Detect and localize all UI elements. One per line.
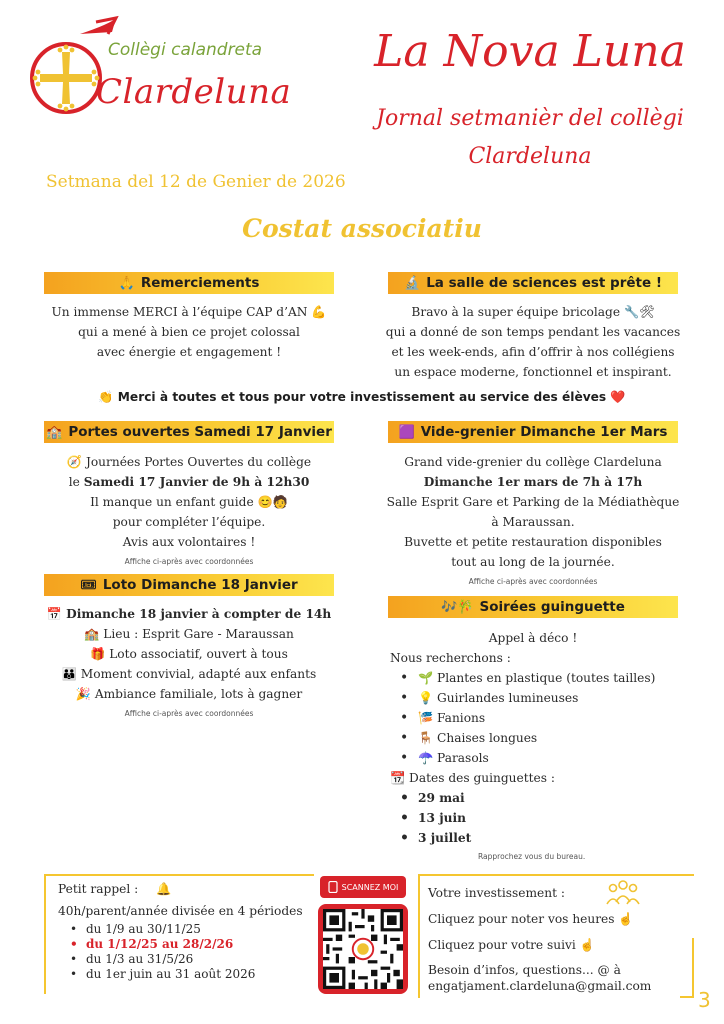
microscope-icon: 🔬 <box>404 275 421 291</box>
suivi-link[interactable]: Cliquez pour votre suivi <box>428 938 576 952</box>
rappel-text: 40h/parent/année divisée en 4 périodes <box>58 904 303 918</box>
sciences-body <box>372 302 694 382</box>
bell-icon: 🔔 <box>156 882 172 896</box>
investissement-label: Votre investissement : <box>428 886 565 900</box>
vide-grenier-banner <box>388 421 678 443</box>
scan-me-badge <box>320 876 406 898</box>
sciences-line: et les week-ends, afin d’offrir à nos collégiens <box>391 345 675 359</box>
guinguette-body <box>390 648 690 848</box>
vide-grenier-title: Vide-grenier Dimanche 1er Mars <box>420 424 668 440</box>
page-number: 3 <box>698 988 711 1012</box>
remerciements-line: Un immense MERCI à l’équipe CAP d’AN 💪 <box>51 305 327 319</box>
list-item: • du 1/3 au 31/5/26 <box>58 952 318 967</box>
people-group-icon <box>605 878 641 908</box>
investissement-header <box>428 878 690 908</box>
remerciements-body <box>30 302 348 362</box>
qr-code-icon <box>323 909 403 989</box>
loto-line: 🎉 Ambiance familiale, lots à gagner <box>75 687 303 701</box>
purple-square-icon: 🟪 <box>398 424 415 440</box>
portes-line: Il manque un enfant guide 😊🧑 <box>90 495 288 509</box>
rappel-section <box>58 880 318 982</box>
portes-ouvertes-title: Portes ouvertes Samedi 17 Janvier <box>68 424 332 440</box>
rappel-periods-list <box>58 922 318 982</box>
guinguette-banner <box>388 596 678 618</box>
list-item: • 🪑 Chaises longues <box>390 728 690 748</box>
vide-grenier-date: Dimanche 1er mars de 7h à 17h <box>423 475 643 489</box>
guinguette-dates-label: 📆 Dates des guinguettes : <box>390 771 555 785</box>
vide-grenier-line: Buvette et petite restauration disponibles <box>404 535 662 549</box>
portes-line-prefix: le <box>68 475 84 489</box>
loto-line: 📅 Dimanche 18 janvier à compter de 14h <box>46 607 332 621</box>
logo-name: Clardeluna <box>96 72 292 112</box>
newspaper-title: La Nova Luna <box>374 26 686 77</box>
loto-line: 🎁 Loto associatif, ouvert à tous <box>90 647 288 661</box>
suivi-row[interactable] <box>428 936 690 954</box>
loto-title: Loto Dimanche 18 Janvier <box>102 577 298 593</box>
praying-hands-icon: 🙏 <box>118 275 135 291</box>
section-title: Costat associatiu <box>242 214 482 243</box>
logo-subtitle: Collègi calandreta <box>108 40 263 60</box>
portes-ouvertes-body <box>30 452 348 572</box>
list-item: • 13 juin <box>390 808 690 828</box>
week-date: Setmana del 12 de Genier de 2026 <box>46 172 346 192</box>
loto-line: 👪 Moment convivial, adapté aux enfants <box>61 667 317 681</box>
portes-line <box>30 472 348 492</box>
portes-line: pour compléter l’équipe. <box>112 515 266 529</box>
guinguette-note: Rapprochez vous du bureau. <box>478 852 586 861</box>
guinguette-appel: Appel à déco ! <box>488 631 578 645</box>
pointer-click-icon: ☝ <box>579 938 595 952</box>
subtitle-line-1: Jornal setmanièr del collègi <box>376 106 684 131</box>
remerciements-banner <box>44 272 334 294</box>
portes-line: Avis aux volontaires ! <box>122 535 256 549</box>
remerciements-line: avec énergie et engagement ! <box>96 345 282 359</box>
vide-grenier-note: Affiche ci-après avec coordonnées <box>468 577 598 586</box>
guinguette-recherche: Nous recherchons : <box>390 651 511 665</box>
loto-note: Affiche ci-après avec coordonnées <box>124 709 254 718</box>
portes-note: Affiche ci-après avec coordonnées <box>124 557 254 566</box>
contact-line: Besoin d’infos, questions... @ à <box>428 963 621 977</box>
guinguette-title: Soirées guinguette <box>479 599 625 615</box>
rappel-label: Petit rappel : <box>58 882 139 896</box>
loto-banner <box>44 574 334 596</box>
portes-line: 🧭 Journées Portes Ouvertes du collège <box>66 455 312 469</box>
sciences-banner <box>388 272 678 294</box>
qr-code[interactable] <box>318 904 408 994</box>
portes-ouvertes-banner <box>44 421 334 443</box>
subtitle-line-2: Clardeluna <box>468 144 592 169</box>
sciences-line: un espace moderne, fonctionnel et inspirant. <box>394 365 672 379</box>
list-item: • du 1/12/25 au 28/2/26 <box>58 937 318 952</box>
contact-info <box>428 962 690 994</box>
noter-heures-row[interactable] <box>428 910 690 928</box>
vide-grenier-line: à Maraussan. <box>491 515 575 529</box>
loto-line: 🏫 Lieu : Esprit Gare - Maraussan <box>84 627 294 641</box>
contact-email[interactable]: engatjament.clardeluna@gmail.com <box>428 979 652 993</box>
remerciements-title: Remerciements <box>140 275 260 291</box>
list-item: • 💡 Guirlandes lumineuses <box>390 688 690 708</box>
music-notes-icon: 🎶🎋 <box>441 599 474 615</box>
scan-me-label: SCANNEZ MOI <box>341 882 399 892</box>
ticket-icon: 🎟 <box>80 577 97 593</box>
vide-grenier-body <box>372 452 694 592</box>
vide-grenier-line: tout au long de la journée. <box>451 555 615 569</box>
sciences-title: La salle de sciences est prête ! <box>426 275 662 291</box>
vide-grenier-line: Salle Esprit Gare et Parking de la Médiathèque <box>386 495 680 509</box>
list-item: • 🌱 Plantes en plastique (toutes tailles) <box>390 668 690 688</box>
noter-heures-link[interactable]: Cliquez pour noter vos heures <box>428 912 615 926</box>
phone-icon <box>328 881 338 893</box>
guinguette-dates-list <box>390 788 690 848</box>
pointer-click-icon: ☝ <box>618 912 634 926</box>
loto-body <box>30 604 348 724</box>
newspaper-subtitle <box>350 100 710 176</box>
list-item: • ☂️ Parasols <box>390 748 690 768</box>
merci-line: 👏 Merci à toutes et tous pour votre investissement au service des élèves ❤️ <box>98 390 626 404</box>
list-item: • du 1er juin au 31 août 2026 <box>58 967 318 982</box>
remerciements-line: qui a mené à bien ce projet colossal <box>78 325 300 339</box>
list-item: • 🎏 Fanions <box>390 708 690 728</box>
sciences-line: qui a donné de son temps pendant les vacances <box>385 325 681 339</box>
rappel-label-row <box>58 880 318 898</box>
list-item: • du 1/9 au 30/11/25 <box>58 922 318 937</box>
list-item: • 3 juillet <box>390 828 690 848</box>
vide-grenier-line: Grand vide-grenier du collège Clardeluna <box>404 455 662 469</box>
list-item: • 29 mai <box>390 788 690 808</box>
sciences-line: Bravo à la super équipe bricolage 🔧🛠 <box>411 305 655 319</box>
school-icon: 🏫 <box>46 424 63 440</box>
guinguette-items-list <box>390 668 690 768</box>
portes-date: Samedi 17 Janvier de 9h à 12h30 <box>83 475 310 489</box>
investissement-section <box>428 878 690 994</box>
